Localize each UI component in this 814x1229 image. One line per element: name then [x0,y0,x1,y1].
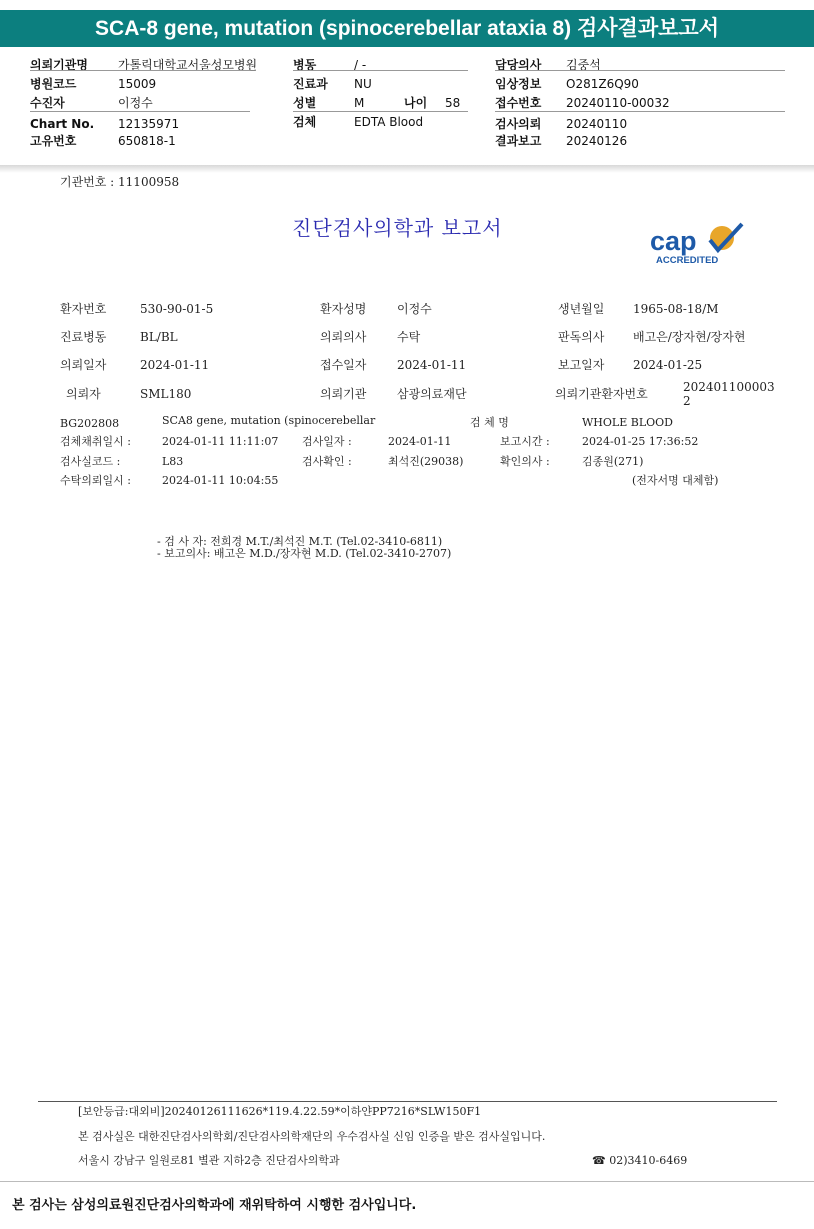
report-date-label: 보고일자 [558,358,605,372]
patient-name-value: 이정수 [397,302,432,316]
footer-divider [38,1101,777,1102]
request-date-value: 2024-01-11 [140,358,210,372]
clinical-info-label: 임상정보 [495,77,542,91]
order-datetime-value: 2024-01-11 10:04:55 [162,474,279,487]
test-request-value: 20240110 [566,117,628,131]
ward-value: / - [354,58,367,72]
test-confirm-label: 검사확인 : [302,455,352,468]
divider [293,111,468,112]
collection-datetime-label: 검체채취일시 : [60,435,131,448]
receipt-date-label: 접수일자 [320,358,367,372]
requesting-institution-value: 가톨릭대학교서울성모병원 [118,58,258,72]
lab-code-value: L83 [162,455,184,468]
reporting-doctor-line: - 보고의사: 배고은 M.D./장자현 M.D. (Tel.02-3410-2707) [157,547,452,560]
department-label: 진료과 [293,77,328,91]
unique-number-value: 650818-1 [118,134,176,148]
technologist-line: - 검 사 자: 전희경 M.T./최석진 M.T. (Tel.02-3410-6811) [157,535,443,548]
result-report-label: 결과보고 [495,134,542,148]
report-date-value: 2024-01-25 [633,358,703,372]
divider [495,111,785,112]
patient-number-label: 환자번호 [60,302,107,316]
requesting-org-value: 삼광의료재단 [397,387,467,401]
reading-doctor-value: 배고은/장자현/장자현 [633,330,746,344]
e-signature-note: (전자서명 대체함) [632,474,719,487]
ward-field-label: 진료병동 [60,330,107,344]
ward-field-value: BL/BL [140,330,178,344]
result-report-value: 20240126 [566,134,628,148]
chart-no-value: 12135971 [118,117,180,131]
order-datetime-label: 수탁의뢰일시 : [60,474,131,487]
divider [30,70,250,71]
hospital-code-value: 15009 [118,77,157,91]
requesting-org-patient-number-value: 202401100003 [683,380,775,394]
divider [293,70,468,71]
attending-doctor-value: 김중석 [566,58,601,72]
bottom-divider [0,1181,814,1182]
patient-number-value: 530-90-01-5 [140,302,214,316]
requester-label: 의뢰자 [66,387,101,401]
requesting-org-label: 의뢰기관 [320,387,367,401]
requesting-org-patient-number-label: 의뢰기관환자번호 [555,387,648,401]
divider [30,111,250,112]
hospital-code-label: 병원코드 [30,77,77,91]
report-time-label: 보고시간 : [500,435,550,448]
reconsignment-note: 본 검사는 삼성의료원진단검사의학과에 재위탁하여 시행한 검사입니다. [12,1198,417,1213]
specimen-name-value: WHOLE BLOOD [582,416,673,429]
patient-value: 이정수 [118,96,153,110]
accession-number-label: 접수번호 [495,96,542,110]
requesting-institution-label: 의뢰기관명 [30,58,88,72]
confirming-doctor-value: 김종원(271) [582,455,644,468]
requesting-org-patient-number-value-cont: 2 [683,394,691,408]
reading-doctor-label: 판독의사 [558,330,605,344]
ordering-doctor-label: 의뢰의사 [320,330,367,344]
divider [495,70,785,71]
report-time-value: 2024-01-25 17:36:52 [582,435,699,448]
specimen-label: 검체 [293,115,317,129]
ward-label: 병동 [293,58,317,72]
test-code: BG202808 [60,417,120,430]
test-confirm-value: 최석진(29038) [388,455,464,468]
lab-phone: ☎ 02)3410-6469 [592,1154,688,1167]
request-date-label: 의뢰일자 [60,358,107,372]
header-shadow [0,165,814,173]
unique-number-label: 고유번호 [30,134,77,148]
certification-note: 본 검사실은 대한진단검사의학회/진단검사의학재단의 우수검사실 신임 인증을 받은 검사실입니다. [78,1130,546,1143]
specimen-value: EDTA Blood [354,115,424,129]
sex-value: M [354,96,365,110]
confirming-doctor-label: 확인의사 : [500,455,550,468]
clinical-info-value: O281Z6Q90 [566,77,639,91]
report-title: 진단검사의학과 보고서 [292,216,503,240]
patient-label: 수진자 [30,96,65,110]
test-request-label: 검사의뢰 [495,117,542,131]
birth-date-value: 1965-08-18/M [633,302,719,316]
sex-label: 성별 [293,96,317,110]
birth-date-label: 생년월일 [558,302,605,316]
age-label: 나이 [404,96,428,110]
specimen-name-label: 검 체 명 [470,416,509,429]
institution-number: 기관번호 : 11100958 [60,175,180,189]
cap-accredited-text: ACCREDITED [656,255,719,266]
chart-no-label: Chart No. [30,117,95,131]
report-title-bar: SCA-8 gene, mutation (spinocerebellar ataxia 8) 검사결과보고서 [0,10,814,47]
attending-doctor-label: 담당의사 [495,58,542,72]
test-date-label: 검사일자 : [302,435,352,448]
patient-name-label: 환자성명 [320,302,367,316]
age-value: 58 [445,96,461,110]
test-name: SCA8 gene, mutation (spinocerebellar [162,414,376,427]
department-value: NU [354,77,372,91]
lab-code-label: 검사실코드 : [60,455,121,468]
ordering-doctor-value: 수탁 [397,330,421,344]
cap-accredited-logo [648,220,748,266]
receipt-date-value: 2024-01-11 [397,358,467,372]
security-line: [보안등급:대외비]20240126111626*119.4.22.59*이하얀PP7216*SLW150F1 [78,1105,482,1118]
test-date-value: 2024-01-11 [388,435,452,448]
lab-address: 서울시 강남구 일원로81 별관 지하2층 진단검사의학과 [78,1154,340,1167]
collection-datetime-value: 2024-01-11 11:11:07 [162,435,279,448]
cap-word: cap [650,226,697,256]
requester-value: SML180 [140,387,192,401]
accession-number-value: 20240110-00032 [566,96,670,110]
